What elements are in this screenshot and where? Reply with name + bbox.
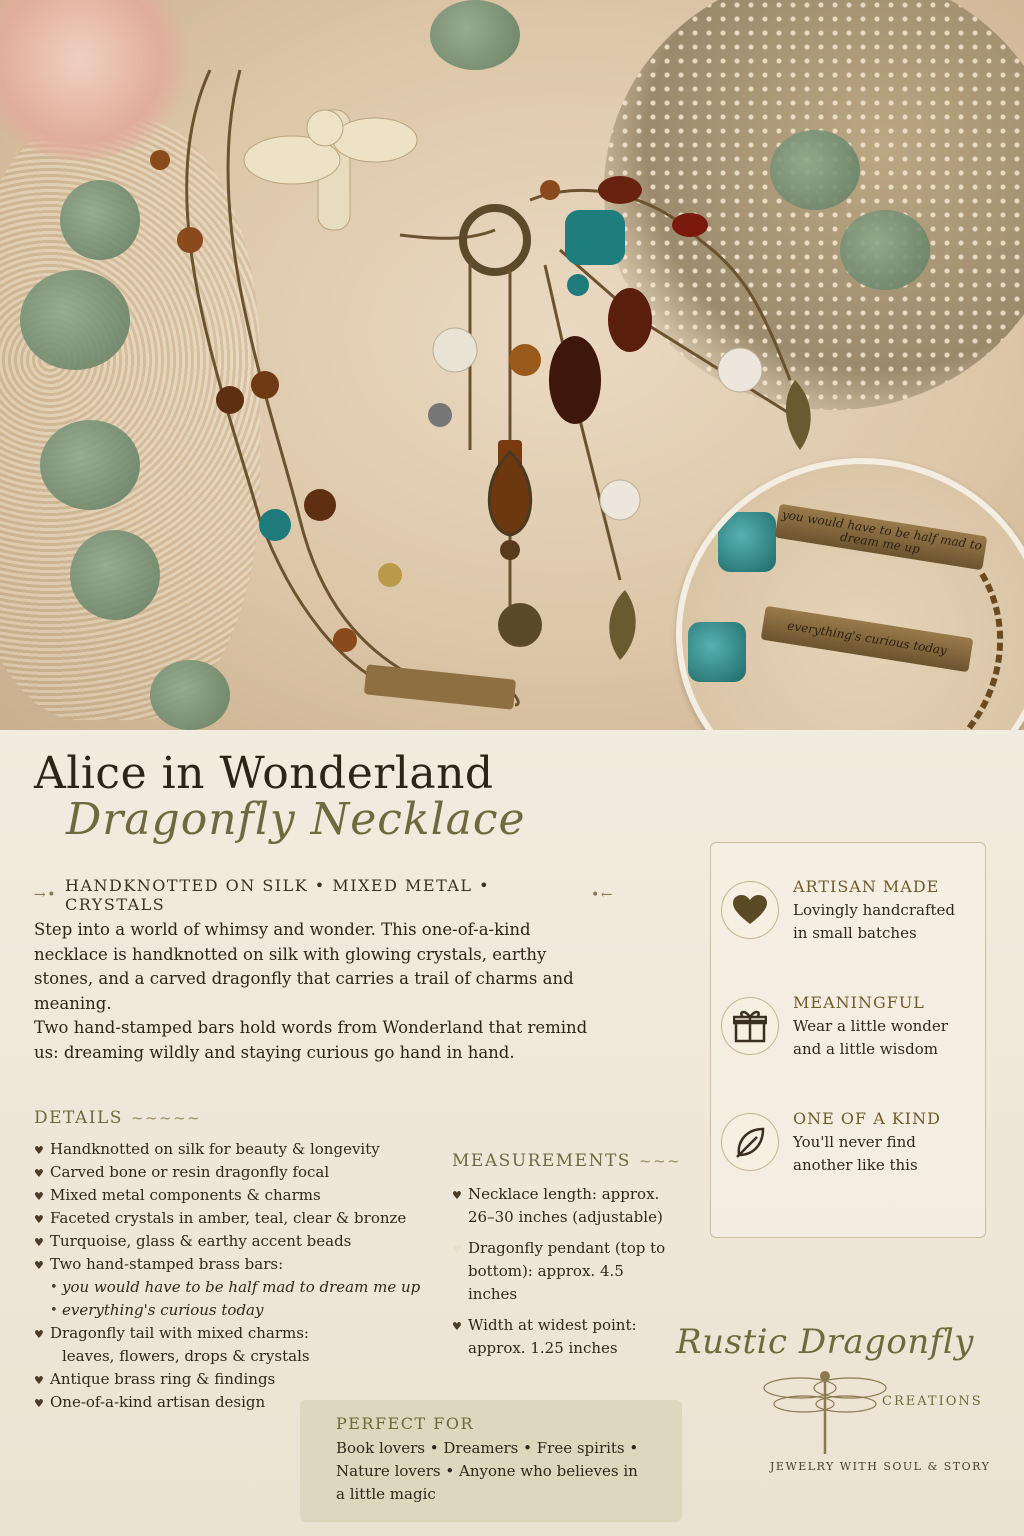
list-item: ♥ Necklace length: approx. 26–30 inches (adjustable)	[452, 1183, 672, 1229]
feature-artisan	[721, 877, 983, 957]
feature-text: Lovingly handcrafted in small batches	[793, 901, 956, 942]
list-item: ♥ Faceted crystals in amber, teal, clear & bronze	[34, 1207, 434, 1230]
list-item: ♥ Two hand-stamped brass bars:	[34, 1253, 434, 1276]
details-list	[34, 1138, 434, 1414]
feature-title: ONE OF A KIND	[793, 1109, 941, 1128]
gift-icon	[721, 997, 779, 1055]
measurements-heading	[452, 1151, 681, 1171]
list-item: ♥ Mixed metal components & charms	[34, 1184, 434, 1207]
perfect-for-text: Book lovers • Dreamers • Free spirits • Nature lovers • Anyone who believes in a little magic	[336, 1439, 639, 1503]
brand-logo	[670, 1318, 1010, 1478]
intro-paragraph-2: Two hand-stamped bars hold words from Wonderland that remind us: dreaming wildly and staying curious go hand in hand.	[34, 1018, 588, 1062]
feature-text: You'll never find another like this	[793, 1133, 918, 1174]
dragonfly-icon	[760, 1366, 890, 1456]
page-subtitle: Dragonfly Necklace	[66, 794, 526, 845]
brand-name: Rustic Dragonfly	[676, 1322, 974, 1362]
swash-icon: ~~~	[638, 1152, 682, 1170]
ornament-icon: •←	[591, 887, 614, 903]
details-heading-text: DETAILS	[34, 1108, 123, 1128]
inset-chain	[682, 464, 1024, 740]
list-item: ♥ Dragonfly tail with mixed charms:	[34, 1322, 434, 1345]
feature-title: MEANINGFUL	[793, 993, 925, 1012]
feature-text: Wear a little wonder and a little wisdom	[793, 1017, 948, 1058]
features-card	[710, 842, 986, 1238]
list-item: ♥ Width at widest point: approx. 1.25 inches	[452, 1314, 672, 1360]
measurements-list	[452, 1183, 672, 1368]
tagline-text: HANDKNOTTED ON SILK • MIXED METAL • CRYSTALS	[65, 876, 491, 914]
feature-title: ARTISAN MADE	[793, 877, 940, 896]
stamped-bar-1: you would have to be half mad to dream me up	[775, 504, 988, 570]
product-photo	[0, 0, 1024, 740]
details-heading	[34, 1108, 201, 1128]
intro-paragraph-1: Step into a world of whimsy and wonder. This one-of-a-kind necklace is handknotted on silk with glowing crystals, earthy stones, and a carved dragonfly that carries a trail of charms and meaning.	[34, 920, 574, 1013]
tagline	[34, 876, 614, 914]
ornament-icon: →•	[34, 887, 57, 903]
intro-text	[34, 918, 594, 1065]
stamped-bar-2: everything's curious today	[761, 606, 974, 672]
list-subitem: • everything's curious today	[34, 1299, 434, 1322]
list-item: ♥ Handknotted on silk for beauty & longevity	[34, 1138, 434, 1161]
list-item: ♥ Antique brass ring & findings	[34, 1368, 434, 1391]
brand-creations: CREATIONS	[882, 1394, 983, 1409]
list-item: ♥ Carved bone or resin dragonfly focal	[34, 1161, 434, 1184]
leaf-icon	[721, 1113, 779, 1171]
page-title: Alice in Wonderland	[34, 748, 494, 799]
brand-tagline: JEWELRY WITH SOUL & STORY	[770, 1460, 991, 1473]
swash-icon: ~~~~~	[130, 1109, 202, 1127]
list-item-continued: leaves, flowers, drops & crystals	[62, 1347, 310, 1365]
perfect-for-panel	[300, 1400, 682, 1522]
list-item: ♥ One-of-a-kind artisan design	[34, 1391, 434, 1414]
perfect-for-heading: PERFECT FOR	[336, 1414, 475, 1433]
heart-icon	[721, 881, 779, 939]
feature-meaningful	[721, 993, 983, 1073]
dragonfly-focal	[244, 110, 417, 230]
list-item: ♥ Dragonfly pendant (top to bottom): approx. 4.5 inches	[452, 1237, 672, 1306]
measurements-heading-text: MEASUREMENTS	[452, 1151, 631, 1171]
list-subitem: • you would have to be half mad to dream me up	[34, 1276, 434, 1299]
inset-closeup	[676, 458, 1024, 740]
list-item: ♥ Turquoise, glass & earthy accent beads	[34, 1230, 434, 1253]
feature-one-of-a-kind	[721, 1109, 983, 1189]
